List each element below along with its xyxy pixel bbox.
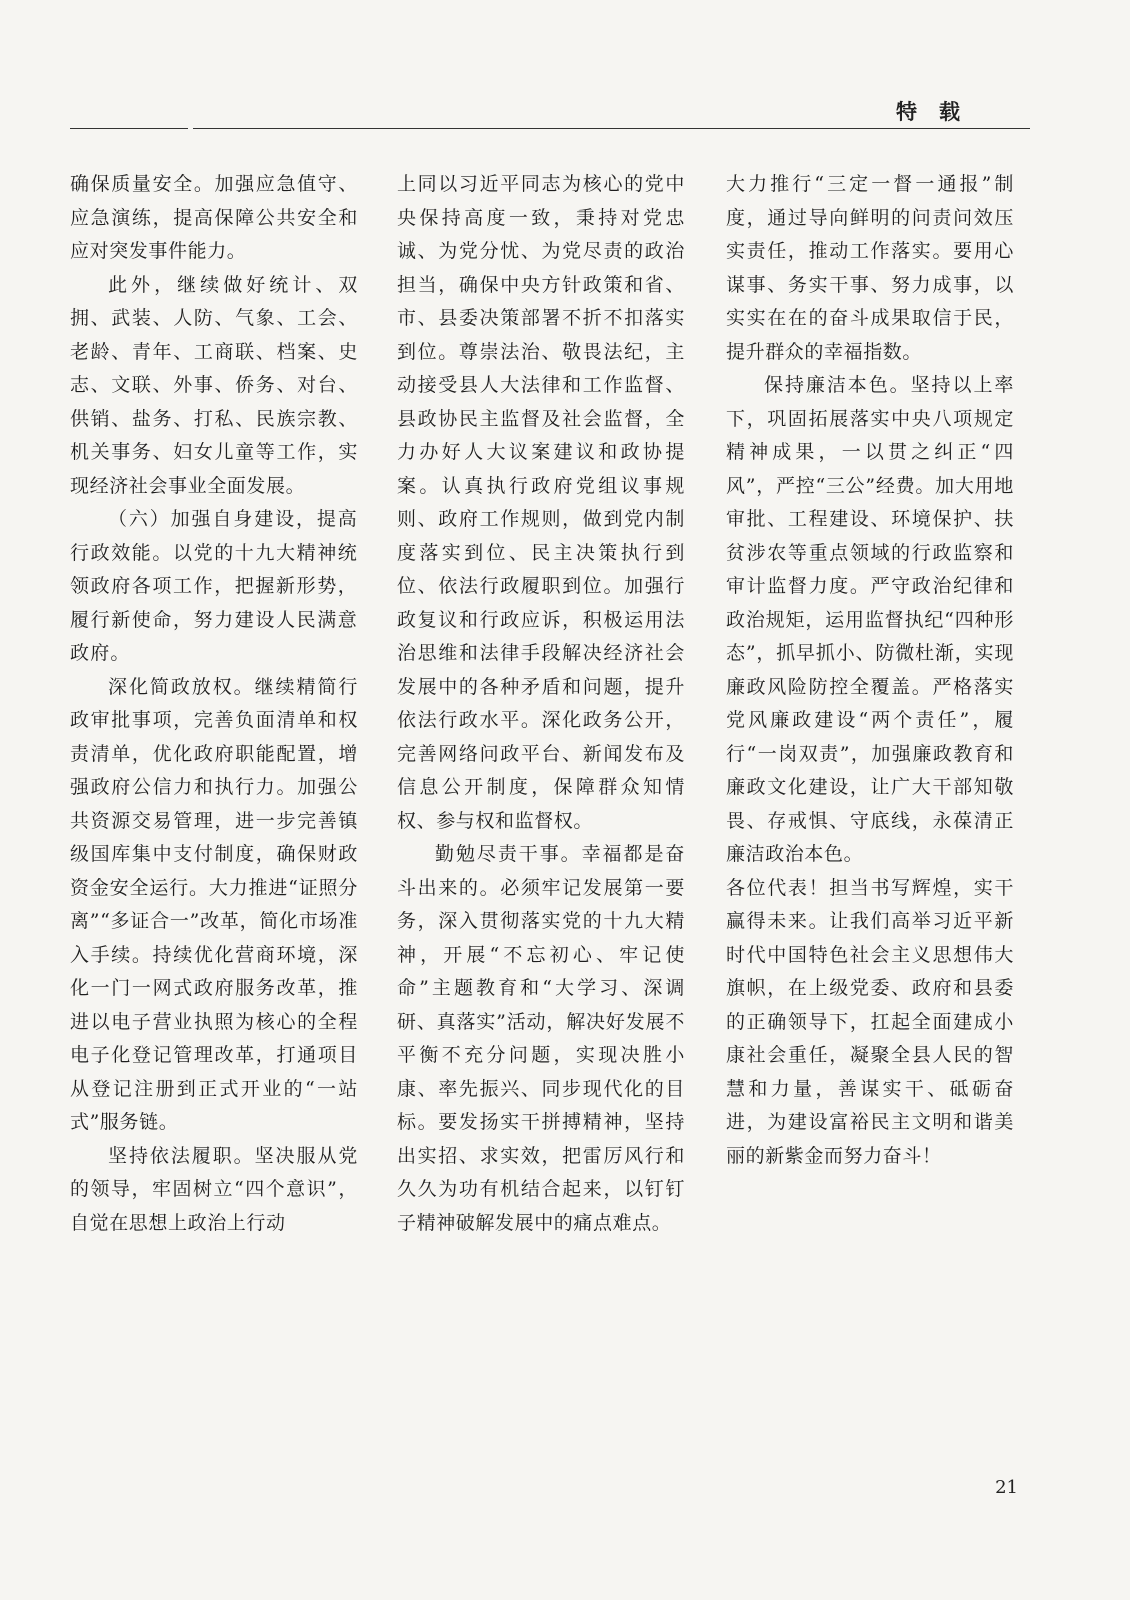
paragraph: 上同以习近平同志为核心的党中央保持高度一致，秉持对党忠诚、为党分忧、为党尽责的政治担当，确保中央方针政策和省、市、县委决策部署不折不扣落实到位。尊崇法治、敬畏法纪，主动接受县人大法律和工作监督、县政协民主监督及社会监督，全力办好人大议案建议和政协提案。认真执行政府党组议事规则、政府工作规则，做到党内制度落实到位、民主决策执行到位、依法行政履职到位。加强行政复议和行政应诉，积极运用法治思维和法律手段解决经济社会发展中的各种矛盾和问题，提升依法行政水平。深化政务公开，完善网络问政平台、新闻发布及信息公开制度，保障群众知情权、参与权和监督权。 (397, 173, 685, 832)
paragraph: 确保质量安全。加强应急值守、应急演练，提高保障公共安全和应对突发事件能力。 (70, 173, 358, 262)
section-subheading-paragraph: （六）加强自身建设，提高行政效能。以党的十九大精神统领政府各项工作，把握新形势，履行新使命，努力建设人民满意政府。 (70, 508, 358, 664)
page-number: 21 (995, 1477, 1018, 1498)
text-column-2 (397, 168, 685, 1240)
section-header: 特载 (896, 100, 982, 124)
closing-paragraph: 各位代表！担当书写辉煌，实干赢得未来。让我们高举习近平新时代中国特色社会主义思想伟大旗帜，在上级党委、政府和县委的正确领导下，扛起全面建成小康社会重任，凝聚全县人民的智慧和力量，善谋实干、砥砺奋进，为建设富裕民主文明和谐美丽的新紫金而努力奋斗！ (726, 876, 1014, 1167)
paragraph: 大力推行“三定一督一通报”制度，通过导向鲜明的问责问效压实责任，推动工作落实。要用心谋事、务实干事、努力成事，以实实在在的奋斗成果取信于民，提升群众的幸福指数。 (726, 173, 1014, 363)
paragraph: 坚持依法履职。坚决服从党的领导，牢固树立“四个意识”，自觉在思想上政治上行动 (70, 1144, 358, 1234)
paragraph: 保持廉洁本色。坚持以上率下，巩固拓展落实中央八项规定精神成果，一以贯之纠正“四风”，严控“三公”经费。加大用地审批、工程建设、环境保护、扶贫涉农等重点领域的行政监察和审计监督力度。严守政治纪律和政治规矩，运用监督执纪“四种形态”，抓早抓小、防微杜渐，实现廉政风险防控全覆盖。严格落实党风廉政建设“两个责任”，履行“一岗双责”，加强廉政教育和廉政文化建设，让广大干部知敬畏、存戒惧、守底线，永葆清正廉洁政治本色。 (726, 374, 1014, 865)
text-column-3 (726, 168, 1014, 1173)
paragraph: 勤勉尽责干事。幸福都是奋斗出来的。必须牢记发展第一要务，深入贯彻落实党的十九大精神，开展“不忘初心、牢记使命”主题教育和“大学习、深调研、真落实”活动，解决好发展不平衡不充分问题，实现决胜小康、率先振兴、同步现代化的目标。要发扬实干拼搏精神，坚持出实招、求实效，把雷厉风行和久久为功有机结合起来，以钉钉子精神破解发展中的痛点难点。 (397, 843, 685, 1234)
text-column-1 (70, 168, 358, 1240)
header-rule (70, 128, 1030, 129)
paragraph: 此外，继续做好统计、双拥、武装、人防、气象、工会、老龄、青年、工商联、档案、史志、文联、外事、侨务、对台、供销、盐务、打私、民族宗教、机关事务、妇女儿童等工作，实现经济社会事业全面发展。 (70, 273, 358, 497)
header-rule-gap (188, 126, 193, 132)
paragraph: 深化简政放权。继续精简行政审批事项，完善负面清单和权责清单，优化政府职能配置，增强政府公信力和执行力。加强公共资源交易管理，进一步完善镇级国库集中支付制度，确保财政资金安全运行。大力推进“证照分离”“多证合一”改革，简化市场准入手续。持续优化营商环境，深化一门一网式政府服务改革，推进以电子营业执照为核心的全程电子化登记管理改革，打通项目从登记注册到正式开业的“一站式”服务链。 (70, 675, 358, 1133)
